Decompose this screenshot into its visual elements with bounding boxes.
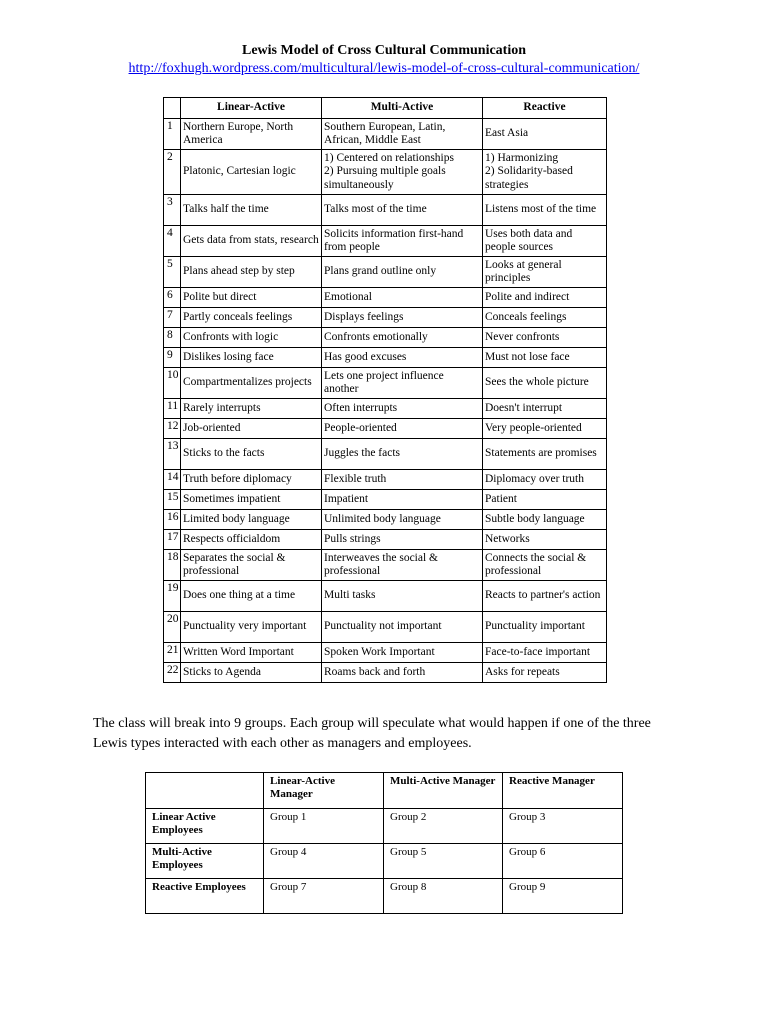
table-cell: Emotional (322, 288, 483, 308)
table-cell: Doesn't interrupt (483, 399, 607, 419)
table-cell: Interweaves the social & professional (322, 550, 483, 581)
header-cell: Reactive (483, 98, 607, 119)
table-cell: Flexible truth (322, 470, 483, 490)
row-number: 19 (164, 581, 181, 612)
table-cell: Job-oriented (181, 419, 322, 439)
table-cell: Conceals feelings (483, 308, 607, 328)
table-cell: Networks (483, 530, 607, 550)
row-number: 22 (164, 663, 181, 683)
table-cell: Dislikes losing face (181, 348, 322, 368)
row-header: Reactive Employees (146, 879, 264, 914)
row-number: 10 (164, 368, 181, 399)
row-header: Multi-Active Employees (146, 844, 264, 879)
table-cell: Often interrupts (322, 399, 483, 419)
table-cell: Never confronts (483, 328, 607, 348)
table-cell: Spoken Work Important (322, 643, 483, 663)
table-row (164, 257, 607, 288)
table-cell: Displays feelings (322, 308, 483, 328)
table-cell: 1) Centered on relationships 2) Pursuing multiple goals simultaneously (322, 150, 483, 195)
table-cell: Punctuality very important (181, 612, 322, 643)
table-cell: Pulls strings (322, 530, 483, 550)
table-cell: Written Word Important (181, 643, 322, 663)
table-row (146, 879, 623, 914)
table-cell: Plans ahead step by step (181, 257, 322, 288)
table-row (164, 195, 607, 226)
row-number: 2 (164, 150, 181, 195)
group-cell: Group 1 (264, 809, 384, 844)
row-number: 5 (164, 257, 181, 288)
row-number: 1 (164, 119, 181, 150)
row-number: 13 (164, 439, 181, 470)
table-row (164, 581, 607, 612)
row-number: 8 (164, 328, 181, 348)
table-cell: Sometimes impatient (181, 490, 322, 510)
groups-table (145, 772, 623, 914)
table-cell: East Asia (483, 119, 607, 150)
table-row (146, 809, 623, 844)
table-cell: Patient (483, 490, 607, 510)
row-number: 7 (164, 308, 181, 328)
table-cell: Polite and indirect (483, 288, 607, 308)
header-cell: Multi-Active (322, 98, 483, 119)
table-cell: Listens most of the time (483, 195, 607, 226)
table-cell: Compartmentalizes projects (181, 368, 322, 399)
table-row (164, 328, 607, 348)
table-row (146, 844, 623, 879)
table-cell: Looks at general principles (483, 257, 607, 288)
group-cell: Group 5 (384, 844, 503, 879)
header-cell: Reactive Manager (503, 773, 623, 809)
group-cell: Group 9 (503, 879, 623, 914)
table-cell: Solicits information first-hand from people (322, 226, 483, 257)
table-cell: Talks most of the time (322, 195, 483, 226)
table-cell: Sees the whole picture (483, 368, 607, 399)
row-number: 14 (164, 470, 181, 490)
header-cell: Multi-Active Manager (384, 773, 503, 809)
row-number: 17 (164, 530, 181, 550)
table-row (164, 470, 607, 490)
lewis-model-table (163, 97, 607, 683)
table-cell: Juggles the facts (322, 439, 483, 470)
table-row (164, 439, 607, 470)
table-cell: Does one thing at a time (181, 581, 322, 612)
table-cell: Partly conceals feelings (181, 308, 322, 328)
table-cell: Face-to-face important (483, 643, 607, 663)
table-cell: Rarely interrupts (181, 399, 322, 419)
row-number: 21 (164, 643, 181, 663)
header-cell (164, 98, 181, 119)
header-cell: Linear-Active (181, 98, 322, 119)
row-number: 3 (164, 195, 181, 226)
table-cell: Unlimited body language (322, 510, 483, 530)
table-cell: Reacts to partner's action (483, 581, 607, 612)
group-cell: Group 7 (264, 879, 384, 914)
table-cell: Polite but direct (181, 288, 322, 308)
row-number: 18 (164, 550, 181, 581)
table-cell: Must not lose face (483, 348, 607, 368)
table-cell: Subtle body language (483, 510, 607, 530)
table-cell: Gets data from stats, research (181, 226, 322, 257)
table-cell: Impatient (322, 490, 483, 510)
row-number: 16 (164, 510, 181, 530)
row-number: 6 (164, 288, 181, 308)
row-header: Linear Active Employees (146, 809, 264, 844)
table-cell: Talks half the time (181, 195, 322, 226)
table-cell: Uses both data and people sources (483, 226, 607, 257)
document-title: Lewis Model of Cross Cultural Communication (241, 43, 527, 58)
table-row (164, 419, 607, 439)
lewis-header-row (164, 98, 607, 119)
table-cell: Plans grand outline only (322, 257, 483, 288)
table-row (164, 308, 607, 328)
table-row (164, 226, 607, 257)
group-cell: Group 3 (503, 809, 623, 844)
table-cell: Confronts emotionally (322, 328, 483, 348)
table-row (164, 490, 607, 510)
instructions-paragraph: The class will break into 9 groups. Each group will speculate what would happen if one of the three Lewis types interacted with each other as managers and employees. (93, 716, 651, 751)
groups-header-row (146, 773, 623, 809)
table-row (164, 399, 607, 419)
table-row (164, 663, 607, 683)
table-cell: Diplomacy over truth (483, 470, 607, 490)
table-row (164, 368, 607, 399)
row-number: 12 (164, 419, 181, 439)
table-cell: Sticks to Agenda (181, 663, 322, 683)
table-cell: Roams back and forth (322, 663, 483, 683)
table-cell: Platonic, Cartesian logic (181, 150, 322, 195)
table-cell: Confronts with logic (181, 328, 322, 348)
table-cell: Respects officialdom (181, 530, 322, 550)
table-row (164, 150, 607, 195)
table-row (164, 550, 607, 581)
row-number: 4 (164, 226, 181, 257)
group-cell: Group 4 (264, 844, 384, 879)
table-cell: Multi tasks (322, 581, 483, 612)
source-link[interactable]: http://foxhugh.wordpress.com/multicultural/lewis-model-of-cross-cultural-communication/ (128, 61, 640, 76)
header-cell: Linear-Active Manager (264, 773, 384, 809)
header-cell (146, 773, 264, 809)
row-number: 9 (164, 348, 181, 368)
row-number: 15 (164, 490, 181, 510)
table-cell: Connects the social & professional (483, 550, 607, 581)
table-cell: Northern Europe, North America (181, 119, 322, 150)
row-number: 20 (164, 612, 181, 643)
table-cell: Punctuality not important (322, 612, 483, 643)
table-cell: Sticks to the facts (181, 439, 322, 470)
table-cell: Asks for repeats (483, 663, 607, 683)
table-row (164, 288, 607, 308)
row-number: 11 (164, 399, 181, 419)
group-cell: Group 8 (384, 879, 503, 914)
table-cell: Limited body language (181, 510, 322, 530)
table-cell: Southern European, Latin, African, Middle East (322, 119, 483, 150)
table-cell: Separates the social & professional (181, 550, 322, 581)
table-cell: Lets one project influence another (322, 368, 483, 399)
table-row (164, 643, 607, 663)
group-cell: Group 2 (384, 809, 503, 844)
table-cell: Statements are promises (483, 439, 607, 470)
table-row (164, 510, 607, 530)
table-row (164, 530, 607, 550)
table-row (164, 348, 607, 368)
table-cell: Punctuality important (483, 612, 607, 643)
table-cell: Very people-oriented (483, 419, 607, 439)
table-row (164, 612, 607, 643)
table-cell: Has good excuses (322, 348, 483, 368)
table-cell: Truth before diplomacy (181, 470, 322, 490)
table-cell: 1) Harmonizing 2) Solidarity-based strategies (483, 150, 607, 195)
table-row (164, 119, 607, 150)
table-cell: People-oriented (322, 419, 483, 439)
group-cell: Group 6 (503, 844, 623, 879)
